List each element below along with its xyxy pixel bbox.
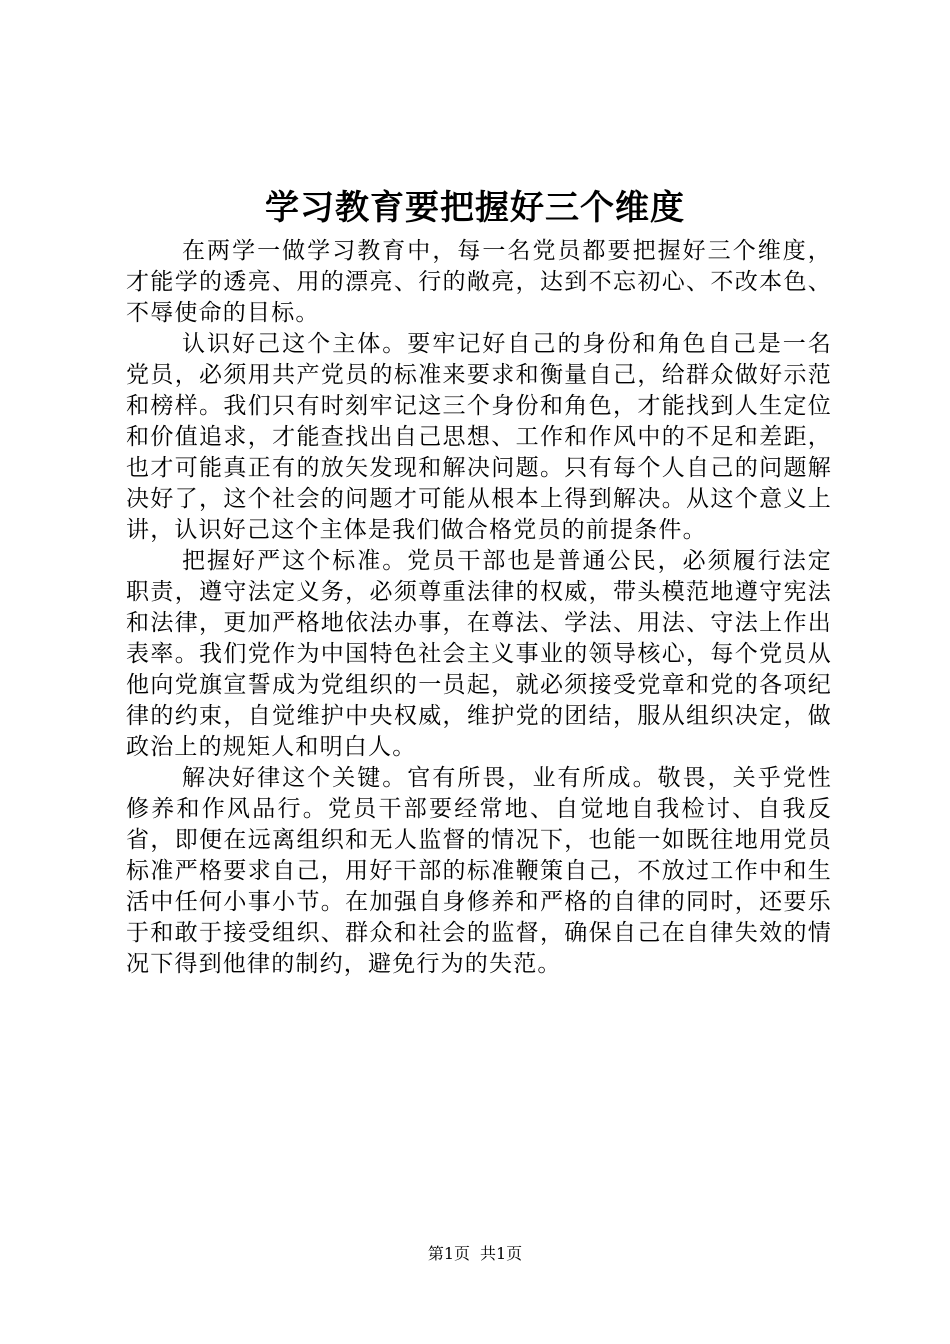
paragraph-discipline: 解决好律这个关键。官有所畏，业有所成。敬畏，关乎党性修养和作风品行。党员干部要经常地、自觉地自我检讨、自我反省，即便在远离组织和无人监督的情况下，也能一如既往地用党员标准严格要求自己，用好干部的标准鞭策自己，不放过工作中和生活中任何小事小节。在加强自身修养和严格的自律的同时，还要乐于和敢于接受组织、群众和社会的监督，确保自己在自律失效的情况下得到他律的制约，避免行为的失范。	[126, 765, 832, 977]
paragraph-standard: 把握好严这个标准。党员干部也是普通公民，必须履行法定职责，遵守法定义务，必须尊重法律的权威，带头模范地遵守宪法和法律，更加严格地依法办事，在尊法、学法、用法、守法上作出表率。我们党作为中国特色社会主义事业的领导核心，每个党员从他向党旗宣誓成为党组织的一员起，就必须接受党章和党的各项纪律的约束，自觉维护中央权威，维护党的团结，服从组织决定，做政治上的规矩人和明白人。	[126, 548, 832, 760]
document-body	[126, 236, 832, 980]
paragraph-subject: 认识好己这个主体。要牢记好自己的身份和角色自己是一名党员，必须用共产党员的标准来要求和衡量自己，给群众做好示范和榜样。我们只有时刻牢记这三个身份和角色，才能找到人生定位和价值追求，才能查找出自己思想、工作和作风中的不足和差距，也才可能真正有的放矢发现和解决问题。只有每个人自己的问题解决好了，这个社会的问题才可能从根本上得到解决。从这个意义上讲，认识好己这个主体是我们做合格党员的前提条件。	[126, 331, 832, 543]
page-number: 第1页	[427, 1244, 470, 1263]
paragraph-intro: 在两学一做学习教育中，每一名党员都要把握好三个维度，才能学的透亮、用的漂亮、行的敞亮，达到不忘初心、不改本色、不辱使命的目标。	[126, 238, 832, 326]
document-title: 学习教育要把握好三个维度	[265, 188, 685, 228]
page-total: 共1页	[480, 1244, 523, 1263]
page-footer	[0, 1244, 950, 1264]
